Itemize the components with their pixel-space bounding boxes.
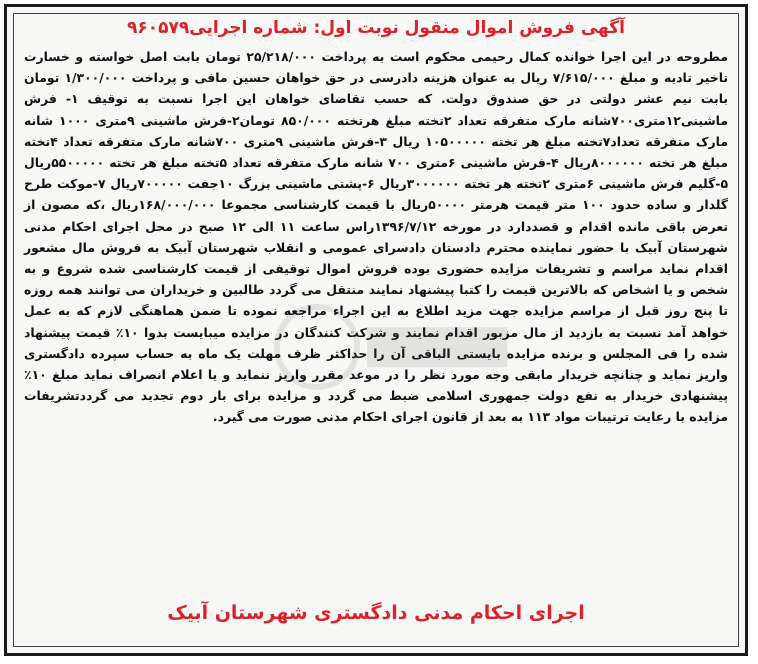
notice-frame bbox=[4, 4, 748, 656]
notice-body: مطروحه در این اجرا خوانده کمال رحیمی محکوم است به پرداخت ۲۵/۲۱۸/۰۰۰ تومان بابت اصل خواسته و خسارت تاخیر تادیه و مبلغ ۷/۶۱۵/۰۰۰ ریال به عنوان هزینه دادرسی در حق خواهان حسین مافی و پرداخت ۱/۳۰۰/۰۰۰ تومان بابت نیم عشر دولتی در حق صندوق دولت. که حسب تقاضای خواهان این اجرا نسبت به توقیف ۱- فرش ماشینی۱۲متری۷۰۰شانه مارک متفرقه تعداد ۲تخته مبلغ هرتخته ۸۵۰/۰۰۰ تومان۲-فرش ماشینی ۹متری ۱۰۰۰ شانه مارک متفرقه تعداد۷تخته مبلغ هر تخته ۱۰۵۰۰۰۰۰ ریال ۳-فرش ماشینی ۹متری ۷۰۰شانه مارک متفرقه تعداد ۴تخته مبلغ هر تخته ۸۰۰۰۰۰۰ریال ۴-فرش ماشینی ۶متری ۷۰۰ شانه مارک متفرقه تعداد ۵تخته مبلغ هر تخته ۵۵۰۰۰۰۰ریال ۵-گلیم فرش ماشینی ۶متری ۲تخته هر تخته ۳۰۰۰۰۰۰ریال ۶-پشتی ماشینی بزرگ ۱۰جفت ۷۰۰۰۰۰ریال ۷-موکت طرح گلدار و ساده حدود ۱۰۰ متر قیمت هرمتر ۵۰۰۰۰ریال با قیمت کارشناسی مجموعا ۱۶۸/۰۰۰/۰۰۰ریال ،که مصون از تعرض باقی مانده اقدام و قصددارد در مورخه ۱۳۹۶/۷/۱۲راس ساعت ۱۱ الی ۱۲ صبح در محل اجرای احکام مدنی شهرستان آبیک با حضور نماینده محترم دادستان دادسرای عمومی و انقلاب شهرستان آبیک به فروش مال مشعور اقدام نماید مراسم و تشریفات مزایده حضوری بوده فروش اموال توقیفی از قیمت کارشناسی شده شروع و به شخص و یا اشخاص که بالاترین قیمت را کتبا پیشنهاد نمایند منتقل می گردد طالبین و خریداران می توانند همه روزه تا پنج روز قبل از مراسم مزایده جهت مزید اطلاع به این اجراء مراجعه نموده تا ضمن هماهنگی لازم که به عمل خواهد آمد نسبت به بازدید از مال مزبور اقدام نمایند و شرکت کنندگان در مزایده میبایست بدوا ۱۰٪ قیمت پیشنهاد شده را فی المجلس و برنده مزایده بایستی الباقی آن را حداکثر ظرف مهلت یک ماه به حساب سپرده دادگستری واریز نماید و چنانچه خریدار مابقی وجه مورد نظر را در موعد مقرر واریز ننماید و یا اعلام انصراف نماید مبلغ ۱۰٪ پیشنهادی خریدار به نفع دولت جمهوری اسلامی ضبط می گردد و مزایده برای بار دوم تجدید می گرددتشریفات مزایده با رعایت ترتیبات مواد ۱۱۳ به بعد از قانون اجرای احکام مدنی صورت می گیرد. bbox=[24, 49, 729, 425]
notice-inner-border bbox=[13, 13, 739, 647]
notice-title: آگهی فروش اموال منقول نوبت اول: شماره اجرایی۹۶۰۵۷۹ bbox=[126, 18, 625, 38]
notice-footer-signature: اجرای احکام مدنی دادگستری شهرستان آبیک bbox=[167, 602, 585, 624]
